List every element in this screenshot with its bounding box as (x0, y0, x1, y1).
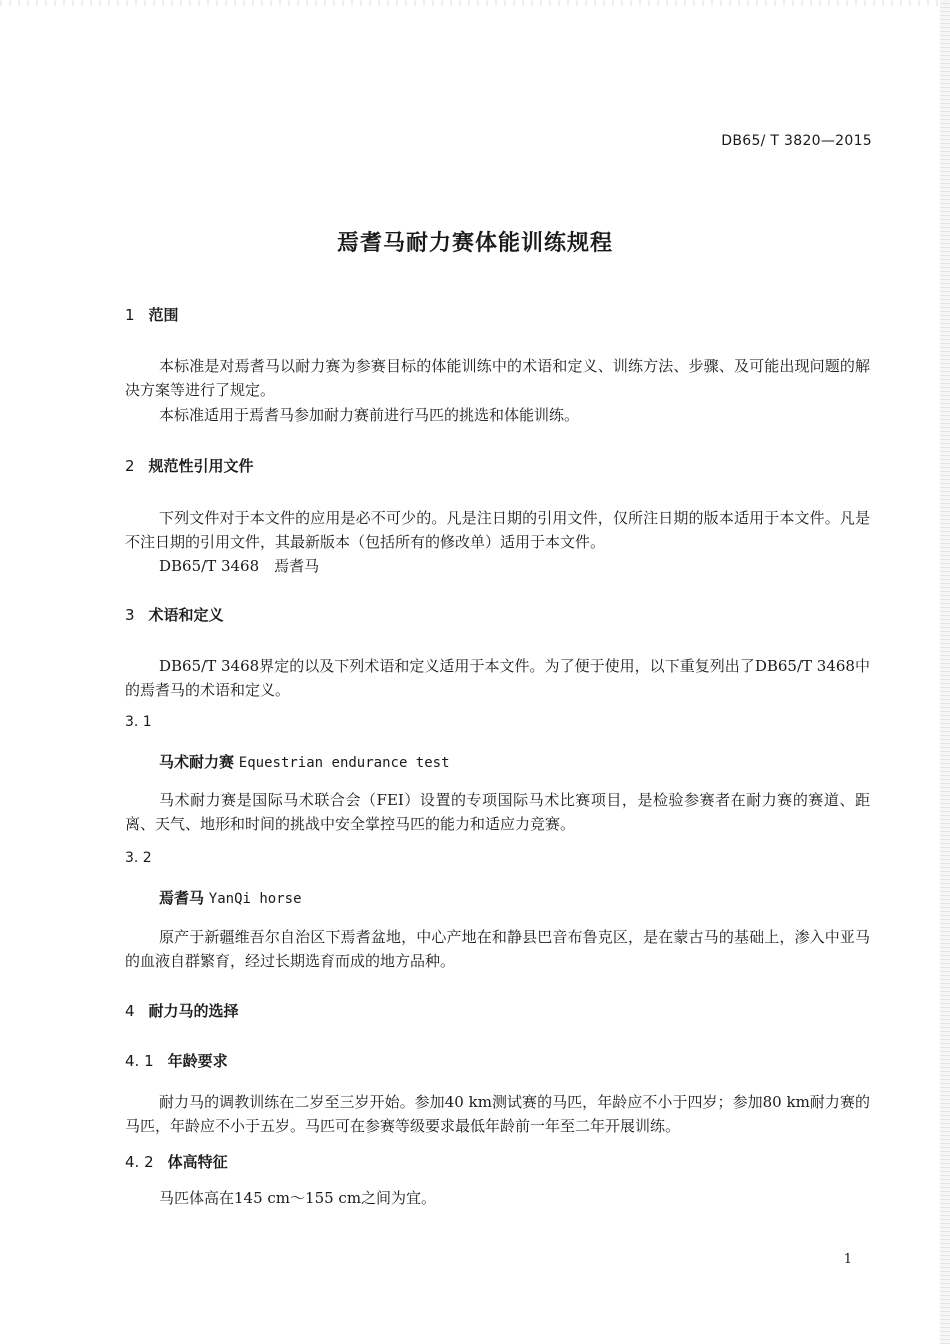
scan-artifact-top (0, 0, 950, 6)
section-1-paragraph-1: 本标准是对焉耆马以耐力赛为参赛目标的体能训练中的术语和定义、训练方法、步骤、及可能出现问题的解决方案等进行了规定。 (125, 357, 870, 399)
section-2-heading (125, 455, 254, 476)
section-3-number: 3 (125, 606, 135, 624)
clause-3-1-definition: 马术耐力赛是国际马术联合会（FEI）设置的专项国际马术比赛项目，是检验参赛者在耐力赛的赛道、距离、天气、地形和时间的挑战中安全掌控马匹的能力和适应力竞赛。 (125, 791, 870, 833)
section-1-paragraph-2: 本标准适用于焉耆马参加耐力赛前进行马匹的挑选和体能训练。 (159, 406, 580, 424)
clause-3-1-term-zh: 马术耐力赛 (159, 753, 235, 771)
clause-3-2-term-en: YanQi horse (208, 891, 302, 907)
clause-4-1-paragraph: 耐力马的调教训练在二岁至三岁开始。参加40 km测试赛的马匹，年龄应不小于四岁；参加80 km耐力赛的马匹，年龄应不小于五岁。马匹可在参赛等级要求最低年龄前一年至二年开展训练。 (125, 1093, 870, 1135)
section-2-paragraph-1: 下列文件对于本文件的应用是必不可少的。凡是注日期的引用文件，仅所注日期的版本适用于本文件。凡是不注日期的引用文件，其最新版本（包括所有的修改单）适用于本文件。 (125, 509, 870, 551)
clause-3-2-definition: 原产于新疆维吾尔自治区下焉耆盆地，中心产地在和静县巴音布鲁克区，是在蒙古马的基础上，渗入中亚马的血液自群繁育，经过长期选育而成的地方品种。 (125, 928, 870, 970)
clause-4-2-number: 4. 2 (125, 1153, 154, 1171)
clause-4-1-number: 4. 1 (125, 1052, 154, 1070)
clause-3-2-number: 3. 2 (125, 850, 152, 866)
section-1-title: 范围 (148, 306, 179, 324)
section-4-heading (125, 1000, 239, 1021)
clause-3-2-term (159, 887, 302, 908)
document-title: 焉耆马耐力赛体能训练规程 (336, 231, 613, 256)
clause-4-1-heading (125, 1050, 228, 1071)
clause-3-1-number: 3. 1 (125, 714, 152, 730)
clause-3-1-term-en: Equestrian endurance test (238, 755, 450, 771)
section-3-title: 术语和定义 (148, 606, 224, 624)
scan-artifact-right-edge (940, 0, 950, 1344)
section-3-paragraph-1: DB65/T 3468界定的以及下列术语和定义适用于本文件。为了便于使用，以下重复列出了DB65/T 3468中的焉耆马的术语和定义。 (125, 657, 870, 699)
section-1-heading (125, 304, 179, 325)
section-2-title: 规范性引用文件 (148, 457, 254, 475)
clause-4-2-paragraph: 马匹体高在145 cm～155 cm之间为宜。 (159, 1189, 437, 1207)
clause-3-1-term (159, 751, 450, 772)
document-code: DB65/ T 3820—2015 (721, 133, 872, 149)
page-number: 1 (843, 1252, 852, 1267)
section-3-heading (125, 604, 224, 625)
section-2-number: 2 (125, 457, 135, 475)
clause-4-2-heading (125, 1151, 228, 1172)
clause-4-2-title: 体高特征 (167, 1153, 228, 1171)
section-2-reference: DB65/T 3468 焉耆马 (159, 557, 320, 575)
section-4-number: 4 (125, 1002, 135, 1020)
clause-4-1-title: 年龄要求 (167, 1052, 228, 1070)
section-4-title: 耐力马的选择 (148, 1002, 239, 1020)
clause-3-2-term-zh: 焉耆马 (159, 889, 205, 907)
section-1-number: 1 (125, 306, 135, 324)
